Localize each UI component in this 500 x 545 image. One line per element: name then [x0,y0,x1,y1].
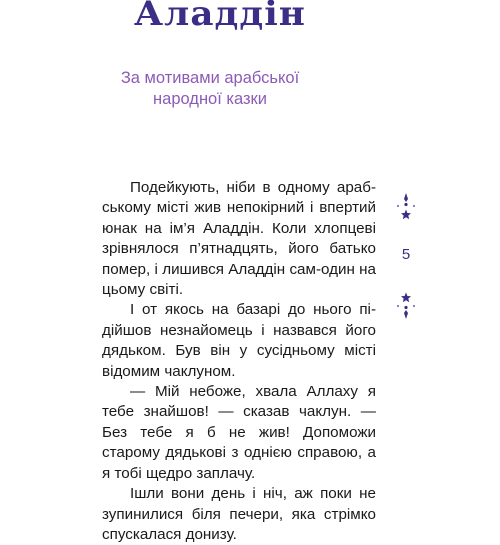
subtitle-line-2: народної казки [153,90,267,108]
page-subtitle [0,68,420,110]
bottom-crescent-ornament-icon [391,284,421,320]
top-crescent-ornament-icon [391,192,421,228]
story-paragraph-1: Подейкують, ніби в одному арабському місті жив непокірний і впертий юнак на ім’я Аладдін. Коли хлопцеві зрівнялося п’ятнадцять, його батько помер, і лишився Аладдін сам-один на цьому світі. [102,179,376,299]
story-paragraph-4: Ішли вони день і ніч, аж поки не зупинилися біля печери, яка стрімко спускалася донизу. [102,485,376,543]
story-text [102,178,376,545]
story-paragraph-3: — Мій небоже, хвала Аллаху я тебе знайшов! — сказав чаклун. — Без тебе я б не жив! Допоможи старому дядькові з однією справою, а я тобі щедро заплачу. [102,383,376,482]
subtitle-line-1: За мотивами арабської [120,69,300,87]
page-title: Аладдін [133,0,307,34]
story-paragraph-2: І от якось на базарі до нього підійшов незнайомець і назвався його дядьком. Був він у сусідньому місті відомим чаклуном. [102,301,376,380]
page-number: 5 [401,246,411,263]
